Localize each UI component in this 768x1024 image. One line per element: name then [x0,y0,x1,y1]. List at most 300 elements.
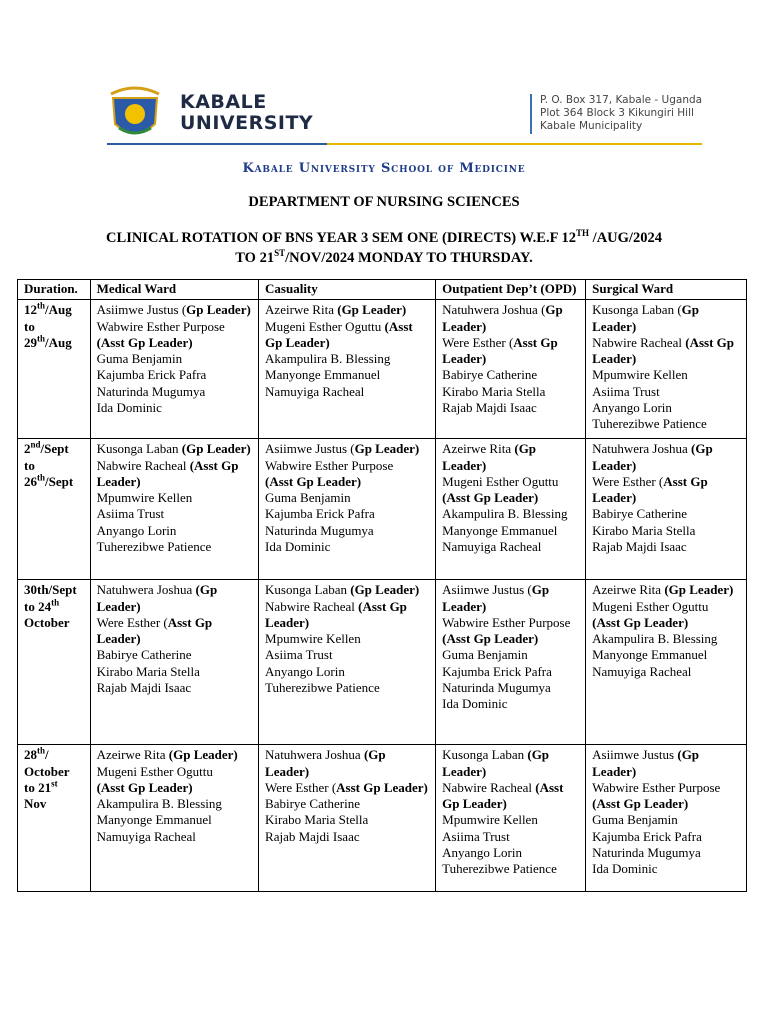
student-name [592,747,740,780]
student-name-text: Natuhwera Joshua [592,441,692,457]
address-line1: P. O. Box 317, Kabale - Uganda [540,94,703,106]
opd-cell [436,439,586,580]
student-name [97,335,252,351]
student-name [592,582,740,598]
student-name-text: Ida Dominic [265,539,331,555]
student-name [265,664,429,680]
student-name-text: Rajab Majdi Isaac [442,400,537,416]
student-name-text: Kusonga Laban [442,747,528,763]
duration-cell [18,300,91,439]
student-role: (Gp Leader) [350,582,420,598]
student-name [442,647,579,663]
student-name-text: Nabwire Racheal [442,779,536,795]
student-name [265,680,429,696]
student-role: (Asst Gp Leader) [265,318,413,350]
student-name [592,829,740,845]
surgical-ward-cell [586,300,747,439]
student-name [592,416,740,432]
student-name-text: Azeirwe Rita [592,582,665,598]
surgical-ward-cell [586,439,747,580]
student-name-text: Guma Benjamin [96,351,183,367]
duration-text: 29 [24,334,37,350]
student-role: (Asst Gp Leader) [96,457,239,489]
address-line2: Plot 364 Block 3 Kikungiri Hill [540,107,694,119]
student-name [97,680,252,696]
student-name-text: Natuhwera Joshua [265,747,364,763]
student-name [265,441,429,457]
student-name [265,582,429,598]
student-name [97,523,252,539]
letterhead-rule-blue [107,143,327,145]
student-name [442,335,579,368]
student-name-text: Akampulira B. Blessing [442,506,568,522]
student-name-text: Ida Dominic [442,696,508,712]
student-role: (Asst Gp Leader) [96,779,193,795]
student-role: Asst Gp Leader) [442,334,558,367]
duration-text: to 24 [24,598,52,614]
student-role: (Gp Leader) [442,441,537,473]
student-name-text: Mpumwire Kellen [265,631,361,647]
duration-text: 28 [24,747,37,763]
title-line1-sup: TH [576,228,590,239]
student-name [442,367,579,383]
duration-sup: th [37,472,46,483]
surgical-ward-cell [586,580,747,745]
student-name-text: Guma Benjamin [265,490,351,506]
student-name-text: Rajab Majdi Isaac [592,539,687,555]
student-name-text: Ida Dominic [96,400,162,416]
student-name [442,506,579,522]
letterhead [100,82,705,152]
student-name-text: Manyonge Emmanuel [592,647,708,663]
student-name-text: Tuherezibwe Patience [96,539,212,555]
student-name [592,615,740,631]
student-role: (Asst Gp Leader) [592,614,689,630]
student-name [442,747,579,780]
duration-suffix: /Sept [40,441,69,457]
student-name-text: Naturinda Mugumya [442,680,551,696]
student-name [592,647,740,663]
duration-line [24,599,84,615]
duration-text: 26 [24,473,37,489]
student-name-text: Tuherezibwe Patience [265,680,380,696]
brand-line1: KABALE [180,91,267,113]
student-name-text: Mpumwire Kellen [96,490,193,506]
student-name [442,631,579,647]
student-name-text: Asiima Trust [96,506,165,522]
student-name [265,829,429,845]
student-name-text: Nabwire Racheal [96,457,190,473]
student-name [442,664,579,680]
rotation-table [17,279,747,892]
student-name-text: Were Esther ( [265,779,337,795]
letterhead-rule-gold [327,143,702,145]
student-role: (Gp Leader) [442,747,550,779]
student-name [592,812,740,828]
student-name [442,441,579,474]
student-role: Asst Gp Leader) [592,473,708,506]
duration-sup: nd [30,439,41,450]
student-name-text: Namuyiga Racheal [265,383,365,399]
duration-text: to [24,318,35,334]
student-role: (Asst Gp Leader) [592,334,735,367]
student-name-text: Nabwire Racheal [265,598,359,614]
university-crest-icon [105,84,165,144]
student-name-text: Babirye Catherine [265,796,360,812]
student-name [442,861,579,877]
student-name [265,539,429,555]
student-role: Gp Leader) [354,441,420,457]
student-name [442,302,579,335]
student-name [265,302,429,318]
medical-ward-cell [90,745,258,892]
student-name-text: Rajab Majdi Isaac [96,680,192,696]
student-name [265,747,429,780]
student-name [265,812,429,828]
duration-suffix: /Sept [45,473,74,489]
header-duration: Duration. [18,280,91,300]
student-name [97,351,252,367]
medical-ward-cell [90,580,258,745]
student-name-text: Were Esther ( [592,473,664,489]
student-name-text: Namuyiga Racheal [442,539,542,555]
duration-text: to [24,457,35,473]
duration-text: 2 [24,441,31,457]
student-name-text: Namuyiga Racheal [592,663,692,679]
student-name [265,474,429,490]
university-address [540,94,702,133]
duration-line [24,615,84,631]
student-name-text: Akampulira B. Blessing [592,631,718,647]
student-name-text: Nabwire Racheal [592,334,686,350]
school-name: Kabale University School of Medicine [242,161,526,176]
student-name [442,474,579,490]
student-name-text: Mugeni Esther Oguttu [592,598,709,614]
student-role: (Gp Leader) [265,747,386,779]
student-name [265,523,429,539]
student-name [442,780,579,813]
student-name [442,490,579,506]
student-name-text: Wabwire Esther Purpose [265,457,394,473]
student-name-text: Asiimwe Justus ( [442,582,532,598]
student-name [265,647,429,663]
student-role: (Asst Gp Leader) [96,334,193,350]
student-name-text: Natuhwera Joshua ( [442,302,546,318]
student-name-text: Akampulira B. Blessing [265,351,391,367]
student-name-text: Manyonge Emmanuel [96,812,212,828]
student-name [97,539,252,555]
student-name-text: Naturinda Mugumya [265,522,374,538]
student-role: (Asst Gp Leader) [265,598,407,630]
student-name [97,764,252,780]
student-name [97,384,252,400]
duration-sup: th [37,745,46,756]
student-name [97,829,252,845]
student-name [97,615,252,648]
student-role: Gp Leader) [592,302,699,334]
student-name-text: Anyango Lorin [442,845,522,861]
student-role: (Gp Leader) [181,441,251,457]
medical-ward-cell [90,439,258,580]
student-name [97,796,252,812]
student-name [592,384,740,400]
opd-cell [436,745,586,892]
student-name [265,367,429,383]
student-name [97,302,252,318]
student-name-text: Rajab Majdi Isaac [265,828,360,844]
student-name-text: Wabwire Esther Purpose [442,614,571,630]
header-surgical-ward: Surgical Ward [586,280,747,300]
student-name [97,780,252,796]
student-name [442,615,579,631]
student-name [592,302,740,335]
student-name-text: Azeirwe Rita [265,302,338,318]
student-name-text: Asiimwe Justus ( [96,302,187,318]
student-name [442,539,579,555]
title-line1-text: CLINICAL ROTATION OF BNS YEAR 3 SEM ONE (DIRECTS) W.E.F 12 [106,230,577,246]
student-name-text: Manyonge Emmanuel [442,522,558,538]
student-name [442,680,579,696]
duration-text: October [24,614,70,630]
student-name-text: Asiimwe Justus ( [265,441,355,457]
student-name-text: Azeirwe Rita [442,441,515,457]
title-line1-suffix: /AUG/2024 [589,230,662,246]
duration-suffix: / [45,747,49,763]
student-name-text: Anyango Lorin [265,663,345,679]
student-name [97,400,252,416]
student-name-text: Were Esther ( [442,334,514,350]
student-name-text: Ida Dominic [592,861,658,877]
student-name [265,351,429,367]
duration-line [24,780,84,796]
student-name-text: Kusonga Laban ( [592,302,682,318]
student-name [592,441,740,474]
student-role: (Gp Leader) [168,747,238,763]
header-opd: Outpatient Dep’t (OPD) [436,280,586,300]
duration-sup: th [51,597,60,608]
student-name-text: Asiima Trust [442,828,510,844]
student-name [265,319,429,352]
student-name-text: Wabwire Esther Purpose [592,779,721,795]
student-role: (Gp Leader) [664,582,734,598]
department-heading: DEPARTMENT OF NURSING SCIENCES [248,194,520,210]
student-role: (Gp Leader) [96,582,218,614]
letterhead-divider [530,94,532,134]
student-name [97,747,252,763]
student-name [592,523,740,539]
student-name [97,582,252,615]
student-name [97,367,252,383]
casuality-cell [259,439,436,580]
student-name [265,384,429,400]
student-name-text: Kirabo Maria Stella [592,522,696,538]
student-name [592,861,740,877]
title-line2-sup: ST [274,248,286,259]
student-name [592,335,740,368]
casuality-cell [259,580,436,745]
title-line2 [40,248,728,268]
student-name [265,490,429,506]
duration-cell [18,580,91,745]
duration-line [24,441,84,457]
student-name-text: Mpumwire Kellen [592,367,688,383]
student-name-text: Mugeni Esther Oguttu [442,473,559,489]
student-name [592,631,740,647]
student-name-text: Tuherezibwe Patience [442,861,557,877]
student-role: Gp Leader) [442,582,550,614]
header-medical-ward: Medical Ward [90,280,258,300]
duration-suffix: /Aug [45,334,72,350]
duration-line [24,319,84,335]
student-name-text: Asiima Trust [265,647,333,663]
student-role: (Asst Gp Leader) [592,796,689,812]
duration-cell [18,439,91,580]
student-role: (Asst Gp Leader) [442,631,539,647]
duration-text: to 21 [24,779,52,795]
title-line1 [40,228,728,248]
student-name-text: Namuyiga Racheal [96,828,196,844]
student-name-text: Kusonga Laban [96,441,182,457]
student-role: Gp Leader) [442,302,563,334]
student-name-text: Kajumba Erick Pafra [442,663,552,679]
duration-line [24,335,84,351]
student-name-text: Kajumba Erick Pafra [265,506,375,522]
opd-cell [436,580,586,745]
title-line2-suffix: /NOV/2024 MONDAY TO THURSDAY. [285,250,533,266]
table-header-row [18,280,747,300]
student-name [592,845,740,861]
student-name [97,664,252,680]
student-name [265,458,429,474]
student-name-text: Mugeni Esther Oguttu [265,318,385,334]
student-role: (Gp Leader) [337,302,407,318]
duration-sup: th [37,300,46,311]
student-name [265,631,429,647]
student-name [97,490,252,506]
student-name [592,506,740,522]
student-name [592,539,740,555]
student-name-text: Mpumwire Kellen [442,812,538,828]
student-name-text: Kajumba Erick Pafra [592,828,702,844]
brand-line2: UNIVERSITY [180,112,314,134]
student-name [442,400,579,416]
student-name [265,599,429,632]
duration-text: Nov [24,796,47,812]
medical-ward-cell [90,300,258,439]
student-name-text: Azeirwe Rita [96,747,169,763]
student-name [265,796,429,812]
student-name [97,458,252,491]
student-name [592,796,740,812]
student-name-text: Guma Benjamin [442,647,528,663]
student-name-text: Guma Benjamin [592,812,678,828]
student-name-text: Kirabo Maria Stella [442,383,546,399]
casuality-cell [259,745,436,892]
student-name [97,647,252,663]
university-name [180,92,313,134]
student-name-text: Naturinda Mugumya [96,383,206,399]
student-name-text: Natuhwera Joshua [96,582,196,598]
duration-line [24,796,84,812]
duration-text: October [24,763,70,779]
student-name-text: Babirye Catherine [96,647,192,663]
student-name-text: Kusonga Laban [265,582,351,598]
student-role: (Gp Leader) [592,441,713,473]
student-name [592,474,740,507]
student-name [592,780,740,796]
student-name [592,400,740,416]
student-name [97,441,252,457]
student-name [592,599,740,615]
duration-cell [18,745,91,892]
duration-suffix: /Aug [45,302,72,318]
student-name [442,582,579,615]
student-name-text: Kirabo Maria Stella [96,663,200,679]
duration-line [24,474,84,490]
student-role: (Asst Gp Leader) [265,473,362,489]
student-role: Asst Gp Leader) [336,779,428,795]
student-name-text: Manyonge Emmanuel [265,367,381,383]
student-name [97,319,252,335]
student-name [442,523,579,539]
student-name [265,506,429,522]
surgical-ward-cell [586,745,747,892]
student-name [592,367,740,383]
student-name [442,829,579,845]
table-row [18,300,747,439]
student-name [442,384,579,400]
casuality-cell [259,300,436,439]
student-name-text: Anyango Lorin [592,400,672,416]
student-role: (Asst Gp Leader) [442,779,564,812]
student-role: (Gp Leader) [592,747,700,779]
table-row [18,745,747,892]
duration-line [24,582,84,598]
duration-sup: th [37,333,46,344]
duration-line [24,458,84,474]
student-role: Gp Leader) [186,302,251,318]
student-name-text: Anyango Lorin [96,522,177,538]
student-role: Asst Gp Leader) [96,614,213,647]
student-name-text: Were Esther ( [96,614,168,630]
student-name [97,812,252,828]
student-name-text: Asiimwe Justus [592,747,678,763]
student-name-text: Akampulira B. Blessing [96,796,222,812]
opd-cell [436,300,586,439]
duration-line [24,764,84,780]
document-title [40,228,728,268]
student-name [97,506,252,522]
student-name-text: Naturinda Mugumya [592,845,701,861]
student-role: (Asst Gp Leader) [442,490,539,506]
student-name-text: Babirye Catherine [592,506,688,522]
student-name-text: Babirye Catherine [442,367,538,383]
student-name [592,664,740,680]
student-name-text: Mugeni Esther Oguttu [96,763,213,779]
student-name-text: Asiima Trust [592,383,660,399]
header-casuality: Casuality [259,280,436,300]
student-name [442,845,579,861]
student-name-text: Kirabo Maria Stella [265,812,369,828]
student-name [265,780,429,796]
duration-sup: st [51,778,58,789]
duration-text: 30th/Sept [24,582,77,598]
student-name-text: Tuherezibwe Patience [592,416,707,432]
address-line3: Kabale Municipality [540,120,643,132]
duration-line [24,302,84,318]
student-name [442,812,579,828]
title-line2-text: TO 21 [235,250,275,266]
